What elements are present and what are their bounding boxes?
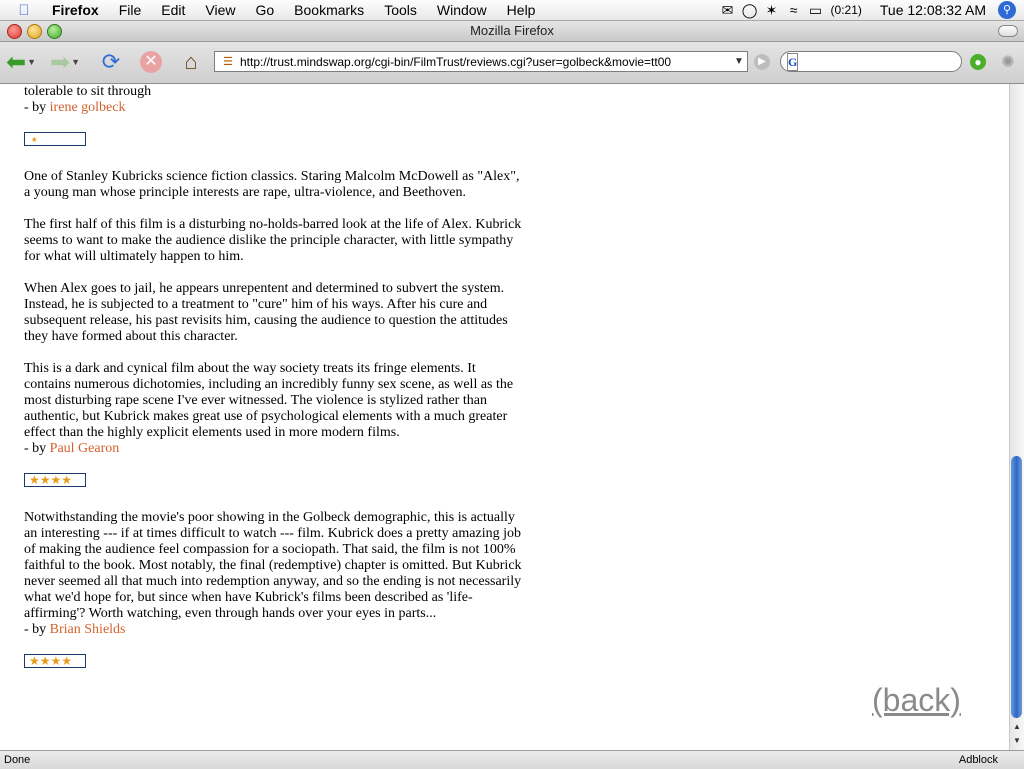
reload-button[interactable] [96, 48, 126, 76]
bluetooth-icon[interactable]: ✶ [765, 1, 778, 18]
status-text: Done [4, 754, 31, 766]
menu-app-firefox[interactable]: Firefox [52, 2, 99, 18]
author-link[interactable]: irene golbeck [49, 100, 126, 115]
byline-prefix: - by [24, 441, 50, 456]
forward-button[interactable] [48, 48, 82, 76]
menu-file[interactable]: File [118, 2, 142, 18]
review-byline [24, 622, 524, 638]
menu-tools[interactable]: Tools [384, 2, 417, 18]
search-input[interactable] [802, 54, 961, 70]
back-history-dropdown-icon[interactable]: ▼ [27, 57, 37, 67]
review-byline [24, 441, 524, 457]
navigation-toolbar [0, 42, 1024, 84]
reviews-column [24, 84, 524, 670]
back-link[interactable]: (back) [872, 682, 961, 718]
review-item [24, 510, 524, 670]
review-paragraph: Notwithstanding the movie's poor showing in the Golbeck demographic, this is actually an interesting --- if at times difficult to watch --- film. Kubrick does a pretty amazing job of making the audience feel compassion for a sociopath. That said, the film is not 100% faithful to the book. Most notably, the final (redemptive) chapter is omitted. But Kubrick never seemed all that much into redemption anyway, and so the ending is not necessarily what we'd hope for, but since when have Kubrick's films been described as 'life-affirming'? Worth watching, even through hands over your eyes in parts... [24, 510, 522, 621]
status-bar [0, 750, 1024, 769]
loading-throbber-icon: ✺ [1001, 54, 1015, 71]
stop-button[interactable] [138, 48, 164, 76]
url-history-dropdown-icon[interactable]: ▼ [734, 56, 744, 67]
menu-window[interactable]: Window [436, 2, 487, 18]
chat-bubble-icon[interactable]: ◯ [741, 1, 758, 18]
mail-icon[interactable]: ✉ [721, 1, 734, 18]
scrollbar-thumb[interactable] [1011, 456, 1022, 718]
macos-menu-bar [0, 0, 1024, 21]
author-link[interactable]: Brian Shields [49, 622, 126, 637]
rating-stars: ★★★★ [24, 654, 86, 668]
adblock-button[interactable]: Adblock [958, 754, 998, 766]
menu-go[interactable]: Go [255, 2, 275, 18]
review-paragraph: When Alex goes to jail, he appears unrepentent and determined to subvert the system. Instead, he is subjected to a treatment to "cure" him of his ways. After his cure and subsequent release, his past revisits him, causing the audience to question the attitudes they have formed about this character. [24, 281, 508, 344]
stop-icon: ✕ [140, 51, 162, 73]
spotlight-icon[interactable]: ⚲ [998, 1, 1016, 19]
search-bar [780, 51, 962, 72]
search-engine-icon[interactable]: G [788, 54, 798, 69]
forward-history-dropdown-icon[interactable]: ▼ [71, 57, 81, 67]
toolbar-toggle-button[interactable] [998, 25, 1018, 37]
reload-icon: ⟳ [101, 49, 121, 74]
menu-edit[interactable]: Edit [161, 2, 186, 18]
wifi-icon[interactable]: ≈ [789, 2, 798, 18]
battery-icon[interactable]: ▭ [808, 1, 823, 18]
forward-arrow-icon: ➡ [49, 48, 71, 76]
back-arrow-icon: ⬅ [5, 48, 27, 76]
review-text: tolerable to sit through [24, 84, 152, 99]
menu-clock[interactable]: Tue 12:08:32 AM [879, 2, 986, 18]
byline-prefix: - by [24, 100, 50, 115]
apple-menu-icon[interactable] [14, 2, 34, 19]
review-byline [24, 100, 524, 116]
url-text[interactable]: http://trust.mindswap.org/cgi-bin/FilmTrust/reviews.cgi?user=golbeck&movie=tt00 [240, 54, 672, 69]
author-link[interactable]: Paul Gearon [49, 441, 120, 456]
url-bar[interactable] [214, 51, 748, 72]
window-title: Mozilla Firefox [470, 23, 554, 38]
search-go-icon[interactable]: ● [970, 54, 986, 70]
review-item [24, 169, 524, 489]
review-paragraph: This is a dark and cynical film about the way society treats its fringe elements. It contains numerous dichotomies, including an incredibly funny sex scene, as well as the most disturbing rape scene I've ever witnessed. The violence is stylized rather than authentic, but Kubrick makes great use of psychological elements with a much greater effect than the highly explicit elements used in more modern films. [24, 361, 514, 440]
menu-help[interactable]: Help [506, 2, 536, 18]
menu-extras [717, 0, 1024, 20]
review-paragraph: The first half of this film is a disturbing no-holds-barred look at the life of Alex. Kubrick seems to want to make the audience dislike the principle character, with little sympathy for what will ultimately happen to him. [24, 217, 522, 264]
back-button[interactable] [4, 48, 38, 76]
review-item [24, 84, 524, 148]
scroll-up-arrow-icon[interactable]: ▲ [1013, 722, 1021, 731]
rating-stars: ⭑ [24, 132, 86, 146]
menu-bookmarks[interactable]: Bookmarks [294, 2, 365, 18]
battery-time: (0:21) [830, 3, 862, 17]
byline-prefix: - by [24, 622, 50, 637]
window-title-bar [0, 21, 1024, 42]
site-favicon-icon: ☰ [223, 55, 233, 68]
vertical-scrollbar[interactable] [1009, 84, 1024, 750]
page-content [0, 84, 1010, 750]
review-paragraph: One of Stanley Kubricks science fiction classics. Staring Malcolm McDowell as "Alex", a young man whose principle interests are rape, ultra-violence, and Beethoven. [24, 169, 520, 200]
go-button-icon[interactable]: ▶ [754, 54, 770, 70]
menu-view[interactable]: View [205, 2, 236, 18]
home-icon: ⌂ [184, 49, 198, 74]
home-button[interactable] [176, 48, 206, 76]
scroll-down-arrow-icon[interactable]: ▼ [1013, 736, 1021, 745]
rating-stars: ★★★★ [24, 473, 86, 487]
